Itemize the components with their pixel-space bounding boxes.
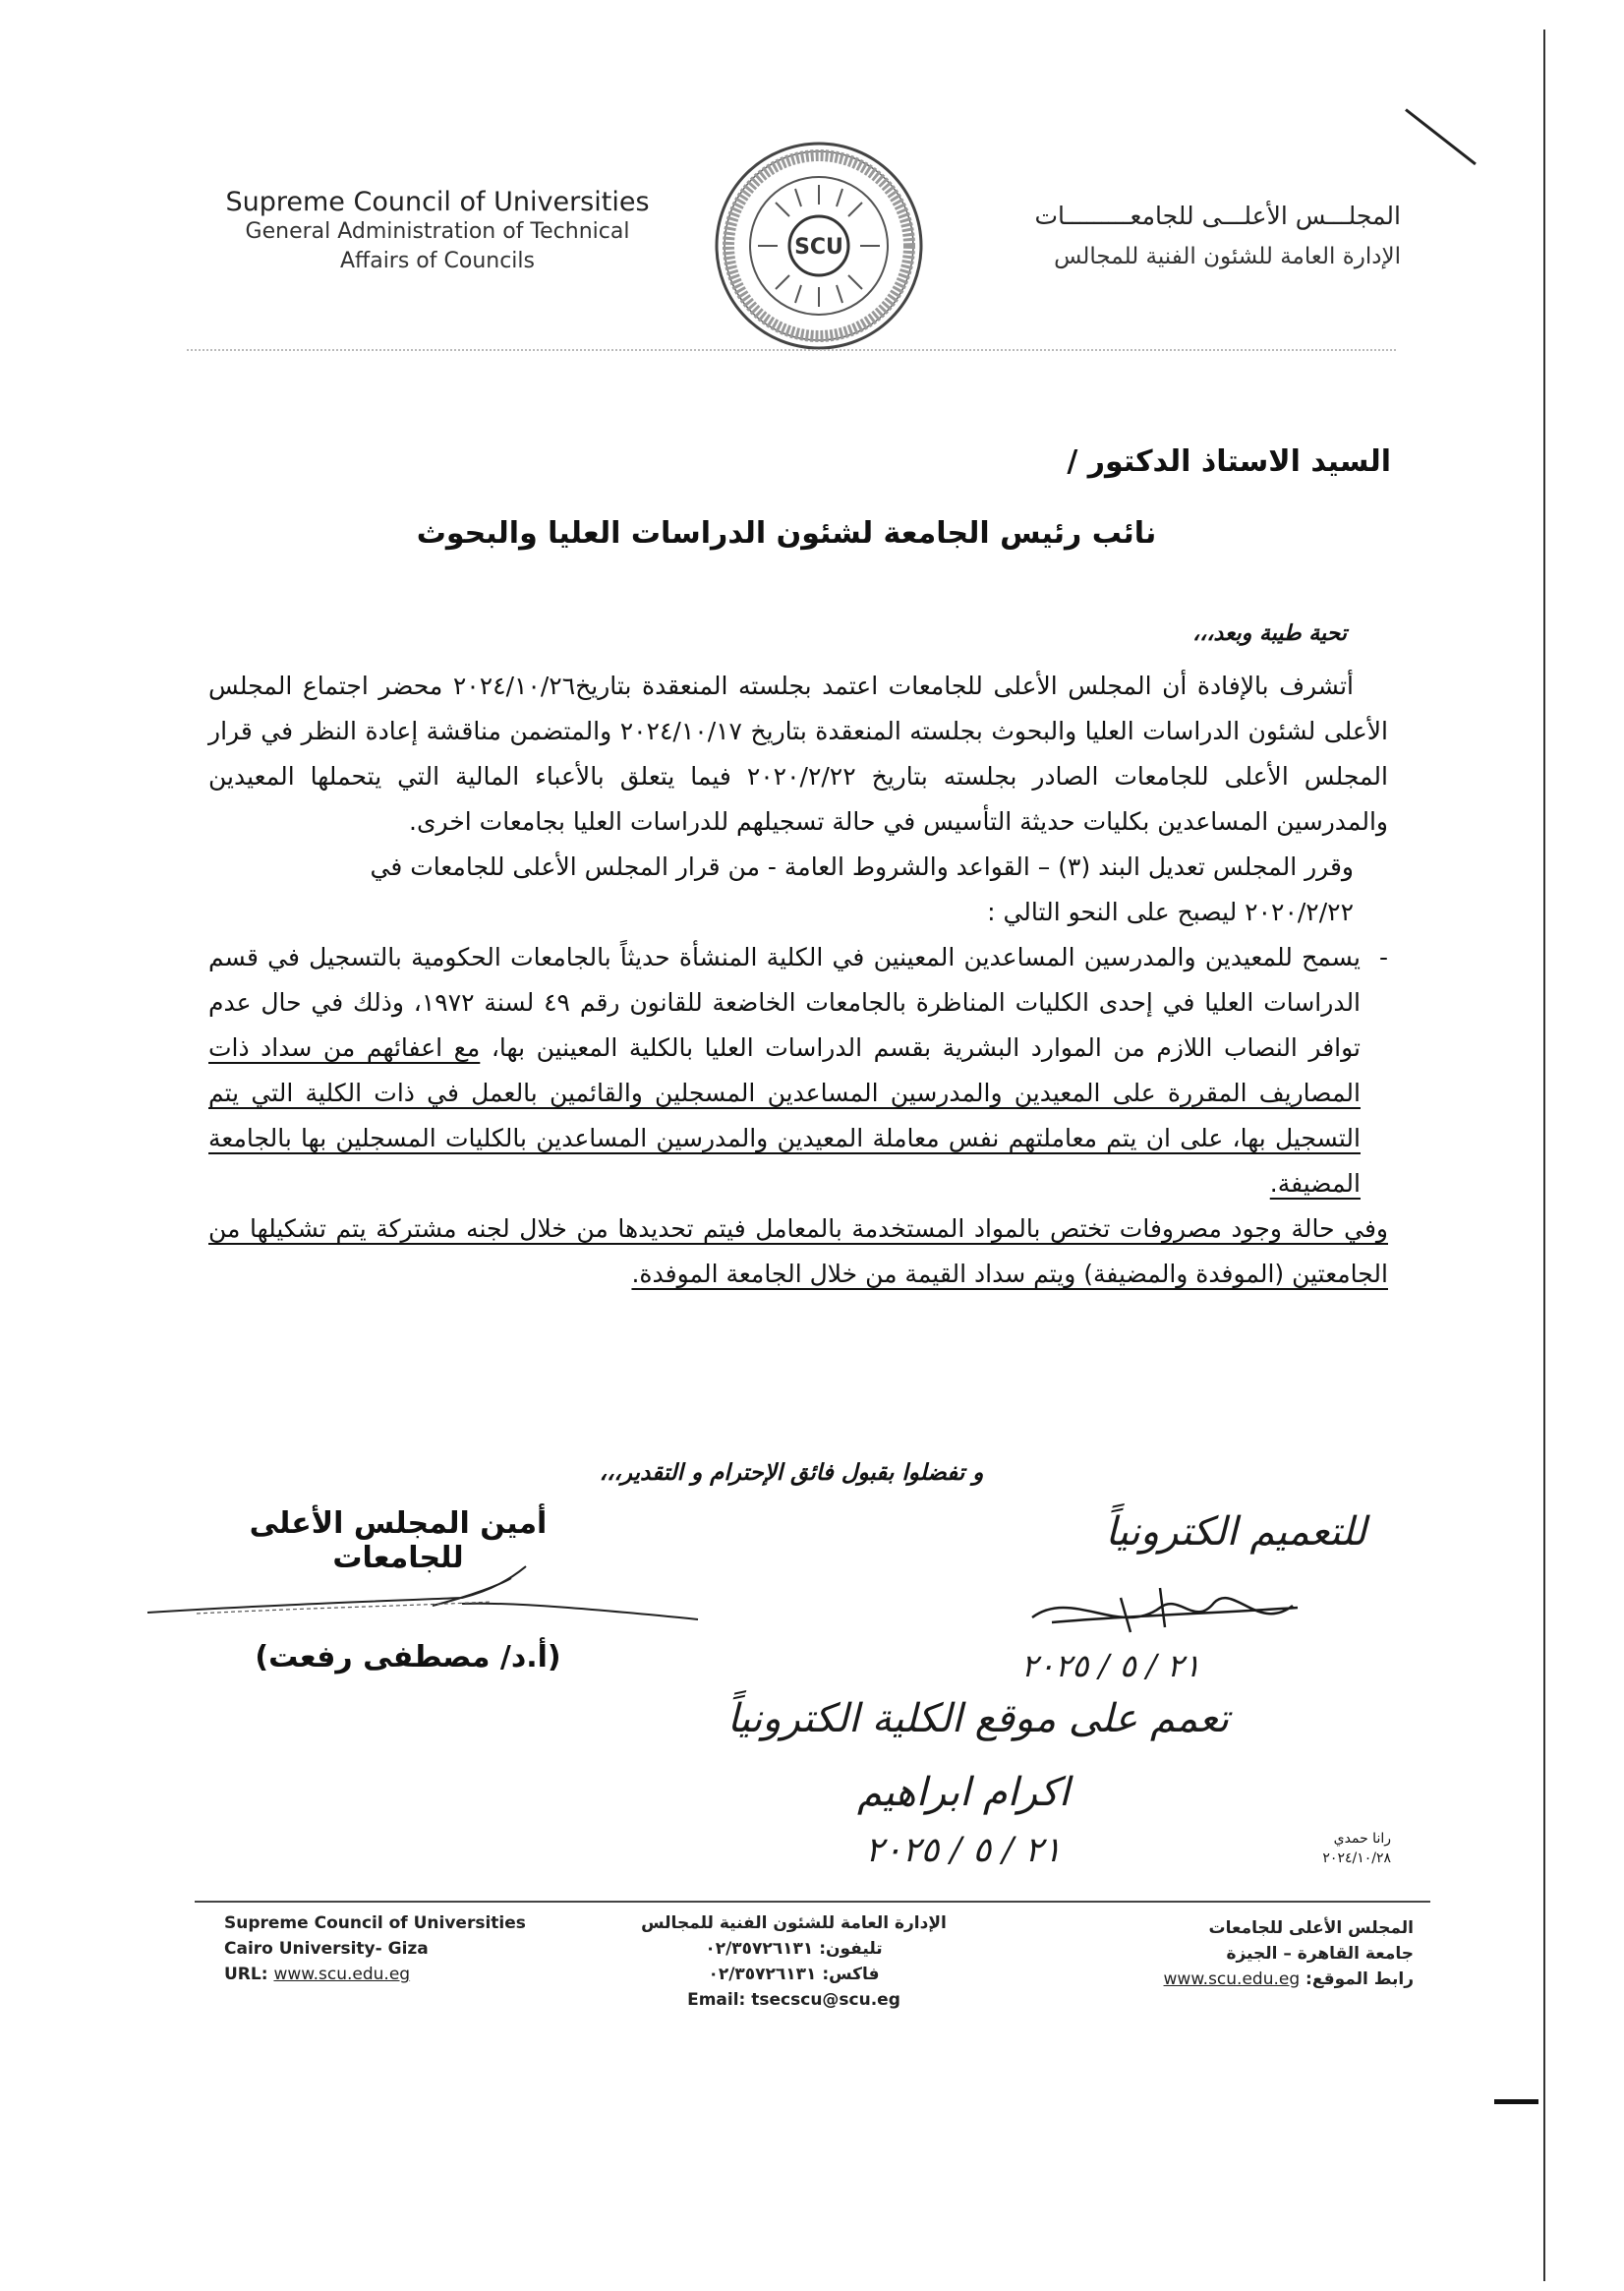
handwritten-note-2: تعمم على موقع الكلية الكترونياً (726, 1696, 1230, 1741)
header-ar-subtitle: الإدارة العامة للشئون الفنية للمجالس (1054, 244, 1401, 269)
bullet-marker: - (1378, 943, 1388, 971)
secretary-title: أمين المجلس الأعلى للجامعات (249, 1506, 548, 1575)
handwritten-date-2: ٢١ / ٥ / ٢٠٢٥ (865, 1831, 1062, 1870)
body-paragraph-2-end: ٢٠٢٠/٢/٢٢ ليصبح على النحو التالي : (987, 898, 1354, 926)
letter-body (208, 664, 1388, 1297)
typist-reference (1258, 1829, 1391, 1868)
scan-mark (1405, 108, 1477, 165)
typist-date: ٢٠٢٤/١٠/٢٨ (1322, 1850, 1391, 1866)
header-ar-title: المجلـــس الأعلـــى للجامعـــــــــات (1034, 202, 1401, 230)
footer-ar-address: جامعة القاهرة – الجيزة (1226, 1944, 1414, 1964)
header-divider (187, 349, 1396, 351)
footer-ar-url-label: رابط الموقع: (1300, 1969, 1414, 1989)
header-english (211, 187, 664, 276)
body-paragraph-2-text: وقرر المجلس تعديل البند (٣) – القواعد والشروط العامة - من قرار المجلس الأعلى للجامعات في (370, 852, 1354, 881)
seal-text: SCU (794, 235, 843, 260)
handwritten-note-3: اكرام ابراهيم (856, 1770, 1071, 1815)
handwritten-note-1: للتعميم الكترونياً (1105, 1509, 1366, 1555)
handwritten-date-1: ٢١ / ٥ / ٢٠٢٥ (1020, 1647, 1201, 1684)
footer-english (224, 1910, 637, 1987)
footer-en-url-link[interactable]: www.scu.edu.eg (273, 1965, 411, 1984)
body-paragraph-1: أتشرف بالإفادة أن المجلس الأعلى للجامعات اعتمد بجلسته المنعقدة بتاريخ٢٠٢٤/١٠/٢٦ محضر اجتماع المجلس الأعلى لشئون الدراسات العليا والبحوث بجلسته المنعقدة بتاريخ ٢٠٢٤/١٠/١٧ والمتضمن مناقشة إعادة النظر في قرار المجلس الأعلى للجامعات الصادر بجلسته بتاريخ ٢٠٢٠/٢/٢٢ فيما يتعلق بالأعباء المالية التي يتحملها المعيدين والمدرسين المساعدين بكليات حديثة التأسيس في حالة تسجيلهم للدراسات العليا بجامعات اخرى. (208, 672, 1389, 836)
footer-en-url-label: URL: (224, 1965, 274, 1984)
scan-mark-dash (1494, 2099, 1538, 2104)
greeting: تحية طيبة وبعد،،، (1192, 621, 1347, 646)
footer-email[interactable]: Email: tsecscu@scu.eg (687, 1990, 900, 2010)
header-en-subtitle: General Administration of Technical Affairs of Councils (245, 219, 630, 273)
closing-phrase: و تفضلوا بقبول فائق الإحترام و التقدير،،، (599, 1460, 984, 1486)
header-en-title: Supreme Council of Universities (225, 187, 650, 217)
header-arabic (949, 202, 1401, 269)
footer-en-address: Cairo University- Giza (224, 1939, 429, 1959)
secretary-signature (138, 1558, 708, 1637)
footer-contact (639, 1910, 949, 2013)
footer-ar-url-link[interactable]: www.scu.edu.eg (1163, 1969, 1301, 1989)
footer-divider (195, 1901, 1430, 1903)
footer-en-org: Supreme Council of Universities (224, 1913, 526, 1933)
recipient-title: نائب رئيس الجامعة لشئون الدراسات العليا والبحوث (416, 516, 1157, 551)
footer-ar-org: المجلس الأعلى للجامعات (1208, 1918, 1414, 1938)
body-paragraph-2 (208, 845, 1388, 935)
body-paragraph-3: وفي حالة وجود مصروفات تختص بالمواد المستخدمة بالمعامل فيتم تحديدها من خلال لجنه مشتركة يتم تشكيلها من الجامعتين (الموفدة والمضيفة) ويتم سداد القيمة من خلال الجامعة الموفدة. (208, 1214, 1388, 1288)
footer-phone: تليفون: ٠٢/٣٥٧٢٦١٣١ (705, 1939, 883, 1959)
secretary-name: (أ.د/ مصطفى رفعت) (255, 1640, 561, 1674)
footer-fax: فاكس: ٠٢/٣٥٧٢٦١٣١ (708, 1965, 880, 1984)
salutation: السيد الاستاذ الدكتور / (1067, 444, 1391, 479)
scan-edge-line (1543, 29, 1545, 2281)
footer-arabic (1106, 1915, 1414, 1992)
bullet-text: يسمح للمعيدين والمدرسين المساعدين المعينين في الكلية المنشأة حديثاً بالجامعات الحكومية بالتسجيل في قسم الدراسات العليا في إحدى الكليات المناظرة بالجامعات الخاضعة للقانون رقم ٤٩ لسنة ١٩٧٢، وذلك في حال عدم توافر النصاب اللازم من الموارد البشرية بقسم الدراسات العليا بالكلية المعينين بها، (208, 943, 1362, 1062)
bullet-underlined-text: مع اعفائهم من سداد ذات المصاريف المقررة على المعيدين والمدرسين المساعدين المسجلين والقائمين بالعمل في ذات الكلية التي يتم التسجيل بها، على ان يتم معاملتهم نفس معاملة المعيدين والمدرسين المساعدين بالكليات المسجلين بها بالجامعة المضيفة. (208, 1033, 1361, 1198)
handwritten-signature (1013, 1578, 1307, 1652)
typist-name: رانا حمدي (1333, 1831, 1391, 1847)
footer-mid-department: الإدارة العامة للشئون الفنية للمجالس (641, 1913, 947, 1933)
scu-seal-logo (711, 138, 927, 354)
body-bullet (208, 935, 1388, 1206)
